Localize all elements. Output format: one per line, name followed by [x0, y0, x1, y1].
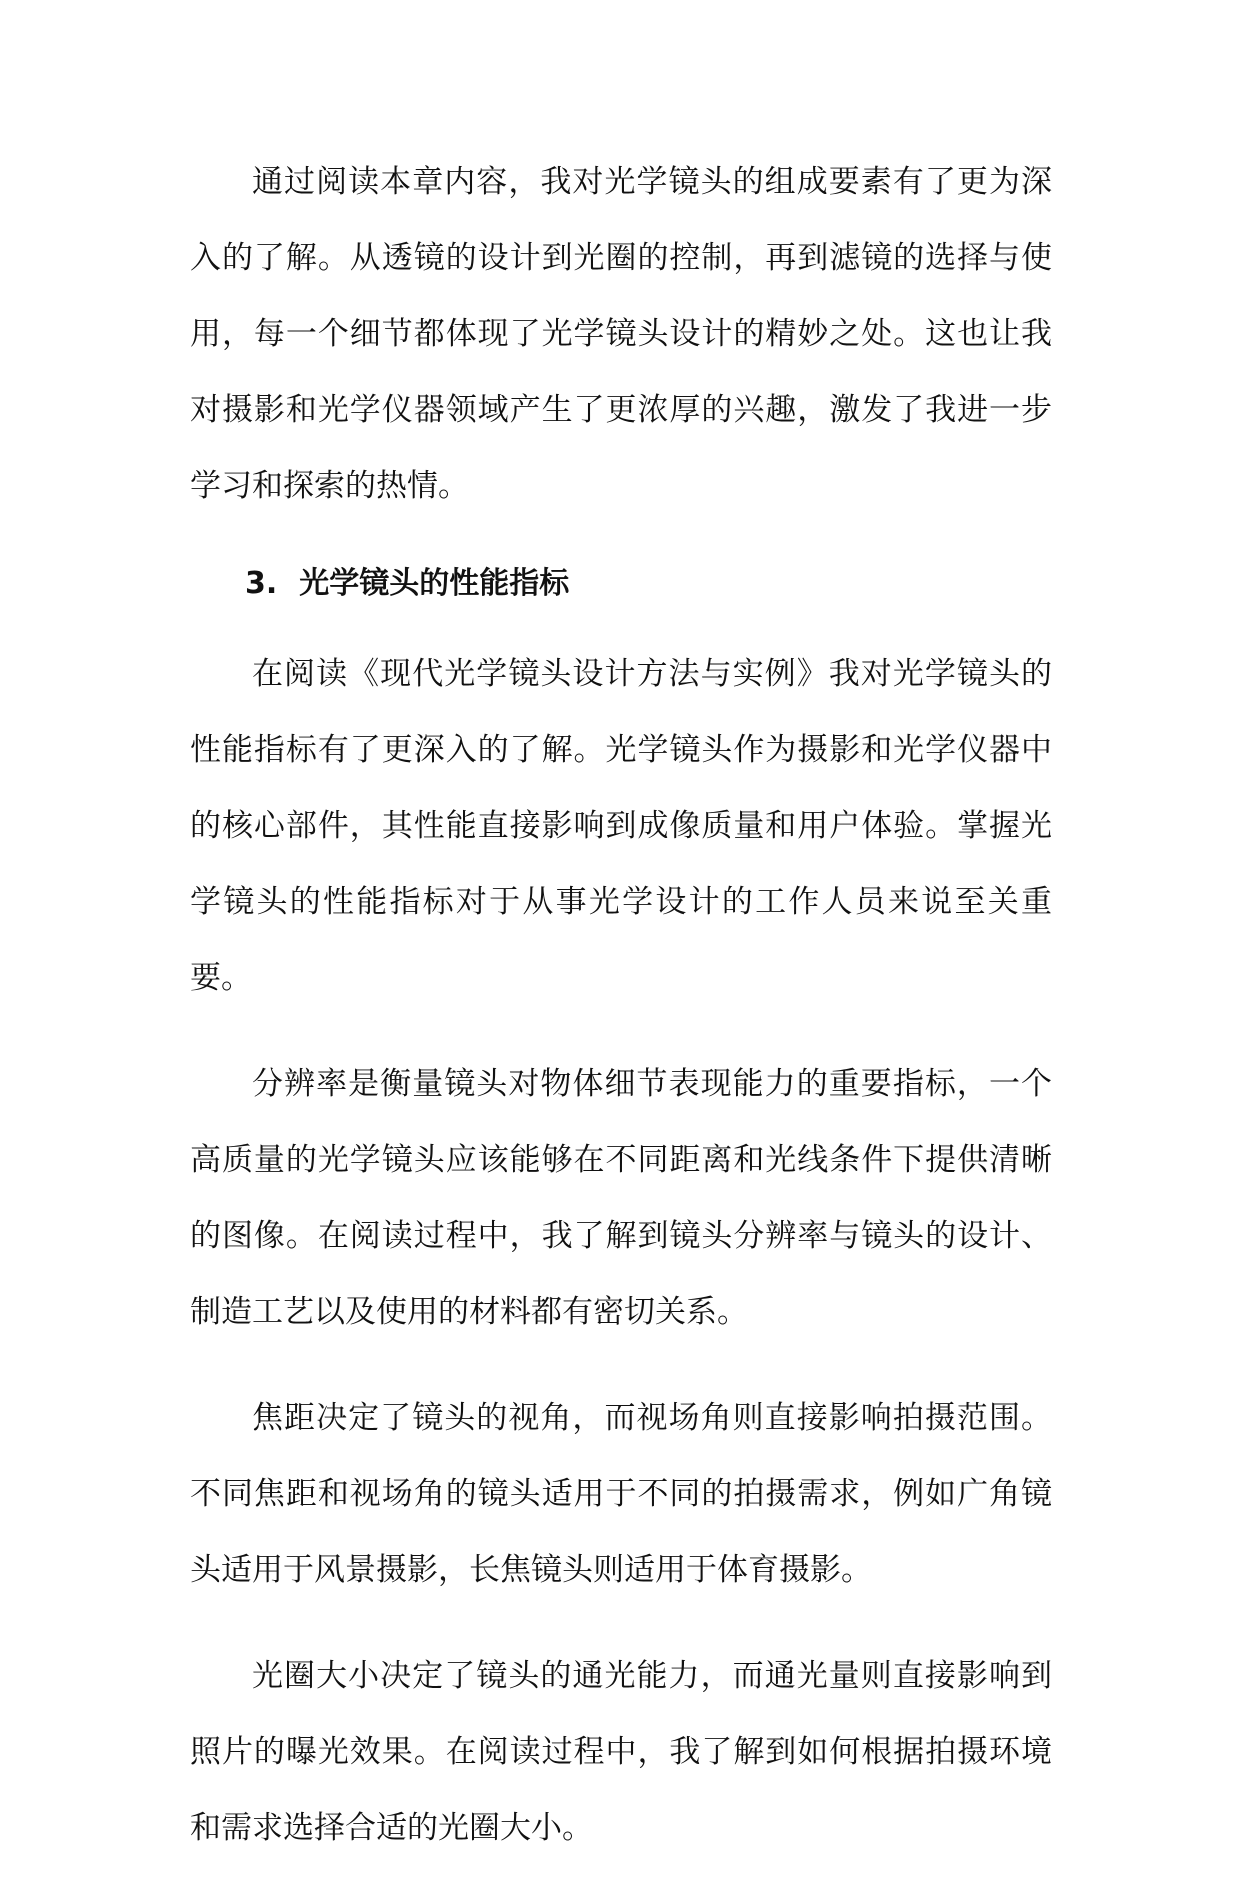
document-body	[190, 144, 1052, 1896]
section-heading	[190, 554, 1052, 614]
paragraph-performance-overview: 在阅读《现代光学镜头设计方法与实例》我对光学镜头的性能指标有了更深入的了解。光学镜头作为摄影和光学仪器中的核心部件，其性能直接影响到成像质量和用户体验。掌握光学镜头的性能指标对于从事光学设计的工作人员来说至关重要。	[190, 656, 1052, 996]
section-title: 光学镜头的性能指标	[299, 566, 570, 601]
paragraph-aperture: 光圈大小决定了镜头的通光能力，而通光量则直接影响到照片的曝光效果。在阅读过程中，我了解到如何根据拍摄环境和需求选择合适的光圈大小。	[190, 1658, 1052, 1846]
paragraph-focal-length: 焦距决定了镜头的视角，而视场角则直接影响拍摄范围。不同焦距和视场角的镜头适用于不同的拍摄需求，例如广角镜头适用于风景摄影，长焦镜头则适用于体育摄影。	[190, 1400, 1052, 1588]
paragraph-intro-summary: 通过阅读本章内容，我对光学镜头的组成要素有了更为深入的了解。从透镜的设计到光圈的控制，再到滤镜的选择与使用，每一个细节都体现了光学镜头设计的精妙之处。这也让我对摄影和光学仪器领域产生了更浓厚的兴趣，激发了我进一步学习和探索的热情。	[190, 164, 1052, 504]
section-number: 3.	[245, 566, 278, 601]
paragraph-resolution: 分辨率是衡量镜头对物体细节表现能力的重要指标，一个高质量的光学镜头应该能够在不同距离和光线条件下提供清晰的图像。在阅读过程中，我了解到镜头分辨率与镜头的设计、制造工艺以及使用的材料都有密切关系。	[190, 1066, 1052, 1330]
